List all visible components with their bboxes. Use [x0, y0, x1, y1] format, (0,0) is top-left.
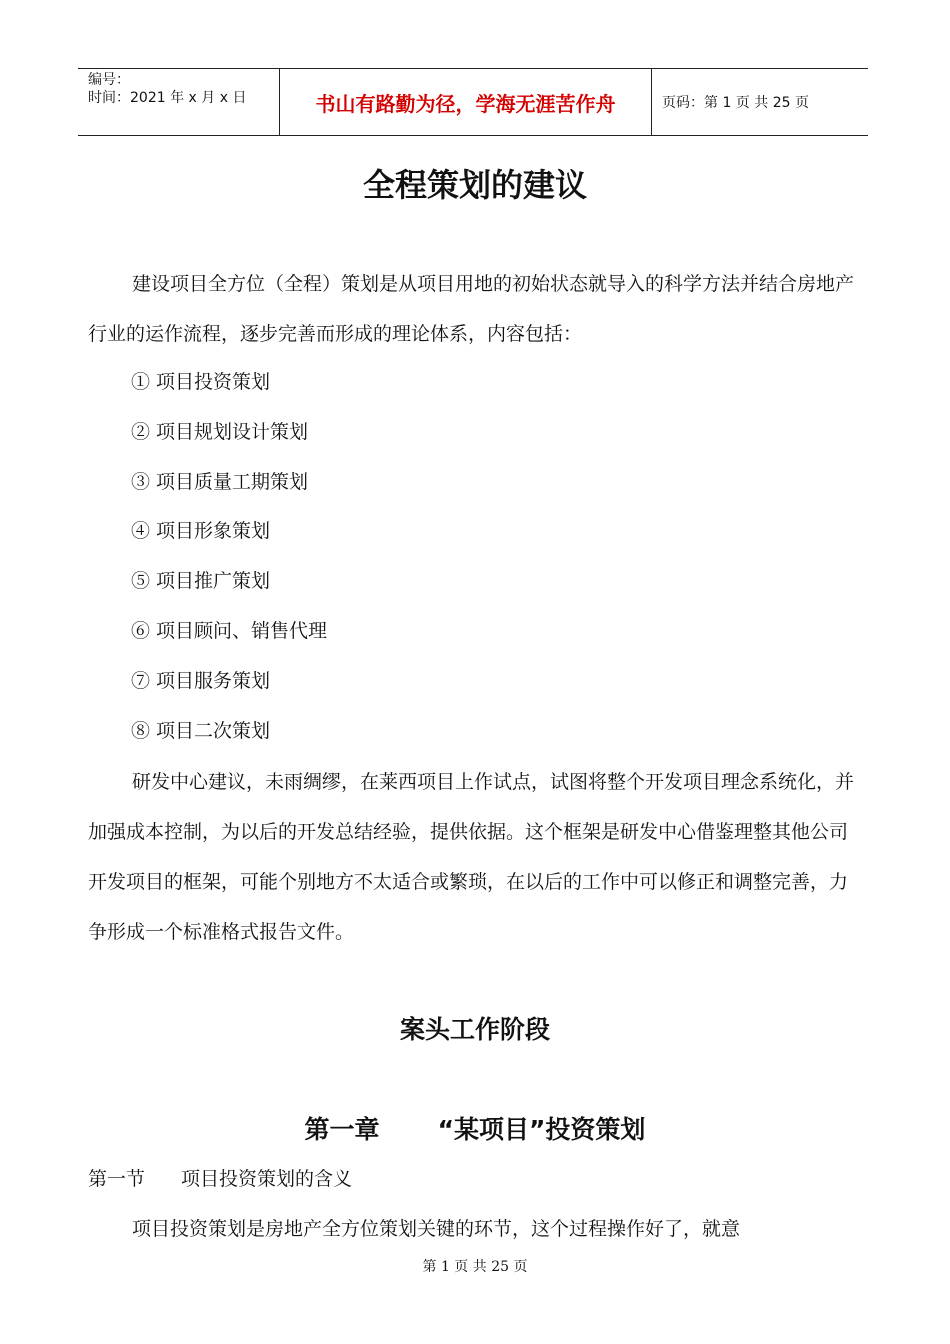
- list-item: ⑦ 项目服务策划: [131, 669, 271, 692]
- list-item: ④ 项目形象策划: [131, 520, 271, 543]
- list-item: ③ 项目质量工期策划: [131, 470, 309, 493]
- section-title: 项目投资策划的含义: [181, 1168, 353, 1190]
- chapter-title: “某项目”投资策划: [437, 1115, 646, 1144]
- list-item: ⑧ 项目二次策划: [131, 719, 271, 742]
- body-paragraph: 项目投资策划是房地产全方位策划关键的环节，这个过程操作好了，就意: [132, 1218, 741, 1240]
- plan-list: [131, 358, 831, 756]
- chapter-heading: [0, 1110, 950, 1150]
- document-date: 时间：2021 年 x 月 x 日: [88, 90, 247, 106]
- intro-paragraph: 建设项目全方位（全程）策划是从项目用地的初始状态就导入的科学方法并结合房地产行业的运作流程，逐步完善而形成的理论体系，内容包括：: [88, 273, 855, 345]
- list-item: ① 项目投资策划: [131, 371, 271, 393]
- page-header: [78, 68, 868, 136]
- chapter-label: 第一章: [304, 1115, 380, 1144]
- page-footer: 第 1 页 共 25 页: [422, 1259, 528, 1275]
- document-title: 全程策划的建议: [362, 166, 587, 204]
- list-item: ⑥ 项目顾问、销售代理: [131, 619, 328, 642]
- header-meta: [78, 69, 280, 135]
- header-motto: 书山有路勤为径，学海无涯苦作舟: [280, 69, 652, 135]
- document-number: 编号：: [88, 72, 130, 88]
- list-item: ② 项目规划设计策划: [131, 420, 309, 443]
- list-item: ⑤ 项目推广策划: [131, 570, 271, 593]
- section-label: 第一节: [88, 1168, 146, 1190]
- header-page-number: 页码：第 1 页 共 25 页: [662, 95, 809, 111]
- section-heading: [88, 1159, 352, 1199]
- stage-heading: 案头工作阶段: [399, 1015, 550, 1044]
- suggestion-paragraph: 研发中心建议，未雨绸缪，在莱西项目上作试点，试图将整个开发项目理念系统化，并加强成本控制，为以后的开发总结经验，提供依据。这个框架是研发中心借鉴理整其他公司开发项目的框架，可能个别地方不太适合或繁琐，在以后的工作中可以修正和调整完善，力争形成一个标准格式报告文件。: [88, 771, 855, 943]
